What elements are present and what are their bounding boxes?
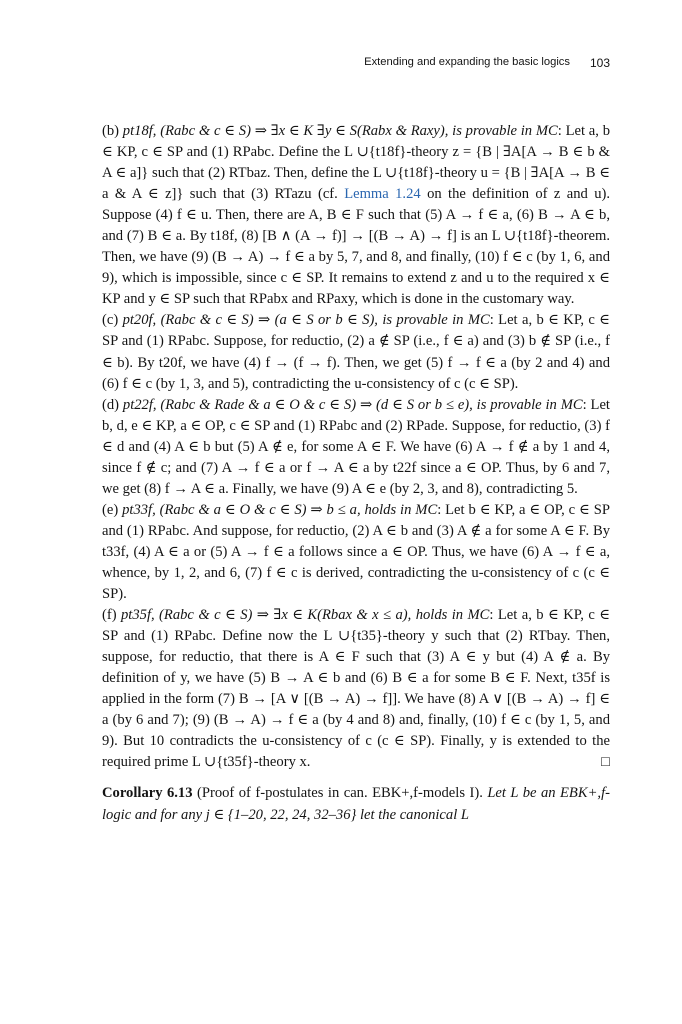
- case-label: (f): [102, 607, 121, 624]
- running-title: Extending and expanding the basic logics: [364, 56, 570, 68]
- proof-case-e: [102, 500, 610, 605]
- case-statement: pt33f, (Rabc & a ∈ O & c ∈ S) ⇒ b ≤ a, holds in MC: [122, 501, 438, 518]
- case-label: (b): [102, 123, 123, 139]
- case-proof-text: : Let a, b ∈ KP, c ∈ SP and (1) RPabc. Define the L ∪{t18f}-theory z = {B | ∃A[A → B ∈ b & A ∈ a]} such that (2) RTbaz. Then, define the L ∪{t18f}-theory u = {B | ∃A[A → B ∈ a & A ∈ z]} such that (3) RTazu (cf.: [102, 123, 610, 203]
- case-proof-text: : Let a, b ∈ KP, c ∈ SP and (1) RPabc. Define now the L ∪{t35}-theory y such that (2) RTbay. Then, suppose, for reductio, that there is A ∈ F such that (3) A ∈ y but (4) A ∉ a. By definition of y, we have (5) B → A ∈ b and (6) B ∈ a for some B ∈ F. Next, t35f is applied in the form (7) B → [A ∨ [(B → A) → f]]. We have (8) A ∨ [(B → A) → f] ∈ a (by 6 and 7); (9) (B → A) → f ∈ a (by 4 and 8) and, finally, (10) f ∈ c (by 1, 5, and 9). But 10 contradicts the u-consistency of c (c ∈ SP). Finally, y is extended to the required prime L ∪{t35f}-theory x.: [102, 607, 611, 771]
- case-proof-text-continued: on the definition of z and u). Suppose (4) f ∈ u. Then, there are A, B ∈ F such that (5) A → f ∈ a, (6) B → A ∈ b, and (7) B ∈ a. By t18f, (8) [B ∧ (A → f)] → [(B → A) → f] is an L ∪{t18f}-theorem. Then, we have (9) (B → A) → f ∈ a by 5, 7, and 8, and finally, (10) f ∈ c (by 1, 6, and 9), which is impossible, since c ∈ SP. It remains to extend z and u to the required x ∈ KP and y ∈ SP such that RPabx and RPaxy, which is done in the customary way.: [102, 186, 611, 308]
- corollary-block: [102, 783, 610, 825]
- proof-case-d: [102, 395, 610, 500]
- case-proof-text: : Let b ∈ KP, a ∈ OP, c ∈ SP and (1) RPabc. And suppose, for reductio, (2) A ∈ b and (3) A ∉ a for some A ∈ F. By t33f, (4) A ∈ a or (5) A → f ∈ a follows since a ∈ OP. Thus, we have (6) A → f ∈ a, whence, by 1, 2, and 6, (7) f ∈ c is derived, contradicting the u-consistency of c (c ∈ SP).: [102, 501, 610, 603]
- corollary-parenthetical: (Proof of f-postulates in can. EBK+,f-models I).: [192, 785, 488, 802]
- page-number: 103: [589, 56, 610, 70]
- case-statement: pt35f, (Rabc & c ∈ S) ⇒ ∃x ∈ K(Rbax & x ≤ a), holds in MC: [121, 607, 490, 624]
- case-statement: pt22f, (Rabc & Rade & a ∈ O & c ∈ S) ⇒ (d ∈ S or b ≤ e), is provable in MC: [122, 396, 583, 413]
- corollary-statement: Let L be an EBK+,f-logic and for any j ∈ {1–20, 22, 24, 32–36} let the canonical L: [102, 785, 610, 823]
- proof-case-c: [102, 310, 610, 394]
- proof-case-b: [102, 121, 610, 310]
- proof-case-f: [102, 605, 610, 773]
- proof-body: [102, 121, 610, 826]
- case-proof-text: : Let b, d, e ∈ KP, a ∈ OP, c ∈ SP and (1) RPabc and (2) RPade. Suppose, for reductio, (3) f ∈ d and (4) A ∈ b but (5) A ∉ e, for some A ∈ F. We have (6) A → f ∉ a by 1 and 4, since f ∉ c; and (7) A → f ∈ a or f → A ∈ a by t22f since a ∈ OP. Thus, by 6 and 7, we get (8) f → A ∈ a. Finally, we have (9) A ∈ e (by 2, 3, and 8), contradicting 5.: [102, 396, 610, 497]
- lemma-link[interactable]: Lemma 1.24: [344, 186, 421, 203]
- case-proof-text: : Let a, b ∈ KP, c ∈ SP and (1) RPabc. Suppose, for reductio, (2) a ∉ SP (i.e., f ∈ a) and (3) b ∉ SP (i.e., f ∈ b). By t20f, we have (4) f → (f → f). Then, we get (5) f → f ∈ a (by 2 and 4) and (6) f ∈ c (by 1, 3, and 5), contradicting the u-consistency of c (c ∈ SP).: [102, 312, 610, 392]
- case-statement: pt18f, (Rabc & c ∈ S) ⇒ ∃x ∈ K ∃y ∈ S(Rabx & Raxy), is provable in MC: [122, 123, 558, 139]
- qed-symbol: □: [601, 754, 610, 771]
- case-statement: pt20f, (Rabc & c ∈ S) ⇒ (a ∈ S or b ∈ S), is provable in MC: [122, 312, 490, 329]
- case-label: (c): [102, 312, 123, 329]
- corollary-title: Corollary 6.13: [102, 785, 193, 802]
- case-label: (e): [102, 501, 123, 518]
- case-label: (d): [102, 396, 123, 413]
- page-header: [0, 56, 682, 76]
